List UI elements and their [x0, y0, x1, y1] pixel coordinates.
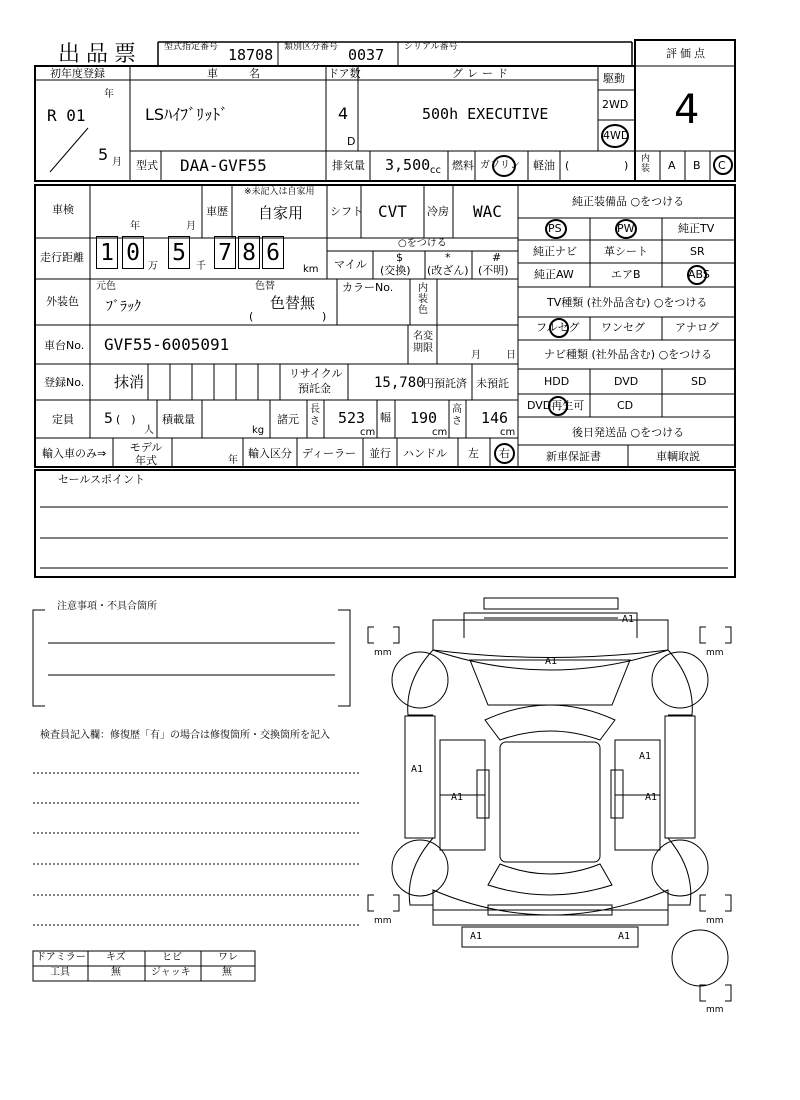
fuel-diesel: 軽油 — [533, 159, 555, 172]
equipment-item: PW — [617, 222, 635, 235]
interior-color-label: 内装色 — [418, 283, 428, 316]
displacement-label: 排気量 — [332, 159, 365, 172]
mileage-digit: 0 — [122, 236, 144, 269]
sen-unit: 千 — [196, 261, 206, 272]
displacement-value: 3,500 — [385, 156, 431, 174]
repaint-label: 色替 — [255, 281, 275, 292]
navi-item: DVD — [614, 375, 639, 388]
doors-value: 4 — [338, 104, 349, 123]
reg-no-value: 抹消 — [114, 373, 145, 391]
grade-label: グレード — [452, 67, 512, 80]
history-label: 車歴 — [206, 205, 228, 218]
width-label: 幅 — [380, 411, 391, 424]
navi-title: ナビ種類 (社外品含む) ○をつける — [544, 348, 713, 361]
damage-mark: A1 — [645, 792, 658, 803]
mileage-digit: 1 — [96, 236, 118, 269]
mm-label: mm — [374, 916, 392, 926]
score-value: 4 — [674, 87, 700, 133]
mileage-digit: 6 — [262, 236, 284, 269]
interior-c: C — [718, 159, 726, 172]
type-cert-label: 型式指定番号 — [164, 42, 219, 52]
parallel-label: 並行 — [369, 447, 391, 460]
recycle-unpaid: 未預託 — [476, 377, 509, 390]
car-name-label: 車 名 — [207, 67, 270, 80]
recycle-amount: 15,780 — [374, 375, 425, 391]
left-label: 左 — [468, 447, 479, 460]
color-no-label: カラーNo. — [342, 281, 394, 294]
damage-mark: A1 — [618, 931, 631, 942]
unknown-symbol: # — [492, 251, 502, 264]
shift-value: CVT — [378, 202, 407, 221]
fuel-label: 燃料 — [452, 159, 474, 172]
repaint-paren-close: ) — [322, 310, 327, 323]
capacity-label: 定員 — [52, 413, 74, 426]
door-type: D — [347, 135, 356, 148]
table-cell: キズ — [106, 952, 126, 963]
damage-mark: A1 — [622, 614, 635, 625]
capacity-paren: ( ) — [116, 413, 136, 426]
repaint-value: 色替無 — [270, 294, 316, 312]
tamper-label: (改ざん) — [427, 264, 469, 277]
fuel-paren-close: ) — [624, 159, 629, 172]
km-unit: km — [303, 264, 319, 275]
original-color-label: 元色 — [96, 281, 116, 292]
month-unit: 月 — [112, 157, 122, 168]
model-value: DAA-GVF55 — [180, 156, 267, 175]
tv-circle — [549, 318, 569, 338]
tv-item: ワンセグ — [601, 321, 645, 334]
height-value: 146 — [481, 409, 509, 427]
table-cell: 無 — [111, 967, 121, 978]
model-label: 型式 — [136, 159, 158, 172]
equipment-item: ABS — [688, 268, 710, 281]
later-title: 後日発送品 ○をつける — [572, 426, 685, 439]
drive-4wd-circle — [601, 124, 629, 148]
class-value: 0037 — [348, 46, 385, 64]
ac-value: WAC — [473, 202, 502, 221]
equipment-title: 純正装備品 ○をつける — [572, 195, 685, 208]
navi-circle — [548, 396, 568, 416]
mileage-label: 走行距離 — [40, 251, 84, 264]
damage-mark: A1 — [411, 764, 424, 775]
exchange-symbol: $ — [396, 251, 403, 264]
interior-label: 内装 — [641, 154, 651, 174]
interior-a: A — [668, 159, 676, 172]
unknown-label: (不明) — [478, 264, 509, 277]
length-label: 長さ — [310, 404, 320, 427]
displacement-unit: cc — [430, 165, 441, 176]
equipment-item: エアB — [611, 268, 641, 281]
navi-item: SD — [691, 375, 707, 388]
mm-label: mm — [374, 648, 392, 658]
title-expiry-label: 名変期限 — [413, 331, 433, 354]
score-label: 評価点 — [666, 47, 708, 60]
mileage-digit: 8 — [238, 236, 260, 269]
circle-note: ○をつける — [398, 238, 447, 249]
handle-label: ハンドル — [403, 447, 447, 460]
tamper-symbol: * — [445, 251, 451, 264]
table-cell: ワレ — [218, 952, 238, 963]
width-unit: cm — [432, 427, 448, 438]
tv-item: アナログ — [675, 321, 719, 334]
equipment-circle — [545, 219, 567, 239]
equipment-item: 純正AW — [534, 268, 574, 281]
expiry-day-unit: 日 — [506, 350, 516, 361]
class-label: 類別区分番号 — [284, 42, 339, 52]
table-cell: 無 — [222, 967, 232, 978]
equipment-item: PS — [548, 222, 562, 235]
recycle-label-2: 預託金 — [298, 382, 331, 395]
damage-mark: A1 — [639, 751, 652, 762]
tv-item: フルセグ — [536, 321, 580, 334]
damage-mark: A1 — [470, 931, 483, 942]
interior-b: B — [693, 159, 701, 172]
repaint-paren-open: ( — [249, 310, 254, 323]
navi-item: HDD — [544, 375, 570, 388]
load-label: 積載量 — [162, 413, 195, 426]
history-value: 自家用 — [258, 204, 304, 222]
equipment-circle — [687, 265, 707, 285]
mile-label: マイル — [334, 258, 367, 271]
first-reg-label: 初年度登録 — [50, 67, 105, 80]
drive-2wd: 2WD — [602, 98, 629, 111]
original-color-value: ﾌﾞﾗｯｸ — [106, 299, 141, 315]
equipment-item: 革シート — [604, 245, 648, 258]
mileage-digit: 7 — [214, 236, 236, 269]
equipment-circle — [615, 219, 637, 239]
fuel-gasoline-circle — [492, 155, 516, 177]
load-unit: kg — [252, 425, 265, 436]
history-note: ※未記入は自家用 — [244, 187, 315, 197]
table-cell: ヒビ — [162, 952, 182, 963]
grade-value: 500h EXECUTIVE — [422, 105, 549, 123]
car-name: LSﾊｲﾌﾞﾘｯﾄﾞ — [145, 105, 229, 124]
first-reg-month: 5 — [98, 145, 109, 164]
recycle-label-1: リサイクル — [289, 367, 343, 380]
navi-item: CD — [617, 399, 634, 412]
capacity-value: 5 — [104, 411, 113, 427]
tv-title: TV種類 (社外品含む) ○をつける — [547, 296, 708, 309]
doors-label: ドア数 — [328, 67, 361, 80]
ac-label: 冷房 — [427, 205, 449, 218]
mm-label: mm — [706, 1005, 724, 1015]
height-label: 高さ — [452, 404, 462, 427]
serial-label: シリアル番号 — [404, 42, 458, 52]
right-label: 右 — [499, 447, 510, 460]
table-cell: ジャッキ — [151, 967, 191, 978]
equipment-item: SR — [690, 245, 705, 258]
interior-c-circle — [713, 155, 733, 175]
mileage-digit: 5 — [168, 236, 190, 269]
right-circle — [494, 443, 515, 464]
shift-label: シフト — [330, 205, 363, 218]
length-unit: cm — [360, 427, 376, 438]
recycle-status: 円預託済 — [423, 377, 467, 390]
year-unit: 年 — [104, 89, 114, 100]
equipment-item: 純正TV — [678, 222, 715, 235]
inspection-year-unit: 年 — [130, 221, 140, 232]
damage-mark: A1 — [451, 792, 464, 803]
import-type-label: 輸入区分 — [248, 447, 292, 460]
capacity-unit: 人 — [144, 425, 154, 436]
dealer-label: ディーラー — [302, 447, 357, 460]
height-unit: cm — [500, 427, 516, 438]
mm-label: mm — [706, 916, 724, 926]
inspection-label: 車検 — [52, 203, 74, 216]
inspector-label: 検査員記入欄：修復歴「有」の場合は修復箇所・交換箇所を記入 — [40, 730, 330, 741]
drive-4wd: 4WD — [603, 129, 630, 142]
man-unit: 万 — [148, 261, 158, 272]
later-item: 新車保証書 — [546, 450, 601, 463]
later-item: 車輌取説 — [656, 450, 700, 463]
length-value: 523 — [338, 409, 366, 427]
first-reg-era-year: R 01 — [47, 106, 86, 125]
sales-point-label: セールスポイント — [58, 473, 146, 486]
dims-label: 諸元 — [277, 413, 299, 426]
reg-no-label: 登録No. — [44, 376, 85, 389]
equipment-item: 純正ナビ — [533, 245, 577, 258]
chassis-value: GVF55-6005091 — [104, 335, 230, 354]
import-label: 輸入車のみ⇒ — [42, 447, 107, 460]
fuel-paren-open: ( — [565, 159, 570, 172]
table-cell: ドアミラー — [36, 952, 86, 963]
type-cert-value: 18708 — [228, 46, 274, 64]
navi-item: DVD再生可 — [527, 399, 585, 412]
inspection-month-unit: 月 — [186, 221, 196, 232]
caution-label: 注意事項・不具合箇所 — [57, 601, 157, 612]
exterior-label: 外装色 — [46, 295, 79, 308]
fuel-gasoline: ガソリン — [480, 160, 520, 171]
exchange-label: (交換) — [380, 264, 411, 277]
model-year-unit: 年 — [228, 455, 238, 466]
mm-label: mm — [706, 648, 724, 658]
form-title: 出品票 — [58, 42, 143, 67]
damage-mark: A1 — [545, 656, 558, 667]
expiry-month-unit: 月 — [471, 350, 481, 361]
width-value: 190 — [410, 409, 438, 427]
chassis-label: 車台No. — [44, 339, 85, 352]
drive-label: 駆動 — [603, 72, 625, 85]
model-year-label: モデル年式 — [129, 441, 163, 467]
table-cell: 工具 — [50, 967, 70, 978]
